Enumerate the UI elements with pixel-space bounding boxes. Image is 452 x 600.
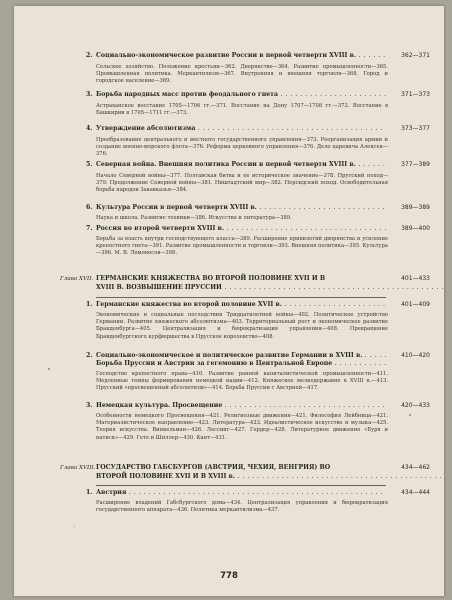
toc-entry: [14, 203, 444, 221]
entry-number: 1.: [86, 301, 93, 308]
chapter-title[interactable]: ГОСУДАРСТВО ГАБСБУРГОВ (АВСТРИЯ, ЧЕХИЯ, ВЕНГРИЯ) ВО: [96, 464, 331, 471]
chapter-label: Глава XVIII.: [60, 465, 96, 471]
toc-entry: [14, 224, 444, 257]
entry-pages: 410—420: [401, 352, 430, 359]
entry-pages: 362—371: [401, 52, 430, 59]
entry-description: Борьба за власть внутри господствующего класса—389. Расширение привилегий дворянства и усиление крепостного гнета—391. Развитие промышленности и торговли—393. Внешняя политика—395. Культура—396. М. В. Ломоносов—398.: [96, 236, 388, 257]
entry-pages: 389—400: [401, 225, 430, 232]
entry-description: Начало Северной войны—377. Полтавская битва и ее историческое значение—378. Прутский поход—379. Продолжение Северной войны—381. Ништадтский мир—382. Персидский поход. Освободительная борьба народов Закавказья—384.: [96, 173, 388, 194]
entry-pages: 389—389: [401, 204, 430, 211]
chapter-title[interactable]: ГЕРМАНСКИЕ КНЯЖЕСТВА ВО ВТОРОЙ ПОЛОВИНЕ XVII И В: [96, 275, 326, 282]
toc-entry: [14, 351, 444, 392]
entry-description: Астраханское восстание 1705—1706 гг.—371. Восстание на Дону 1707—1708 гг.—372. Восстание в Башкирии в 1705—1711 гг.—373.: [96, 103, 388, 117]
toc-entry: [14, 401, 444, 441]
entry-number: 1.: [86, 489, 93, 496]
entry-pages: 401—409: [401, 301, 430, 308]
toc-entry: [14, 488, 444, 514]
entry-pages: 377—389: [401, 161, 430, 168]
entry-description: Наука и школа. Развитие техники—386. Искусство и литература—389.: [96, 215, 292, 221]
entry-description: Экономические и социальные последствия Тридцатилетней войны—402. Политическое устройство Германии. Развитие княжеского абсолютизма—403. Территориальный рост и экономическое развитие Бранденбурга—405. Централизация и бюрократизация управления—408. Превращение Бранденбургского курфюршества в Прусское королевство—408.: [96, 312, 388, 340]
entry-title[interactable]: Культура России в первой четверти XVIII в. . . .: [96, 203, 386, 213]
entry-pages: 434—462: [401, 464, 430, 471]
entry-number: 2.: [86, 352, 93, 359]
entry-number: 2.: [86, 52, 93, 59]
entry-title[interactable]: Утверждение абсолютизма . . .: [96, 124, 386, 134]
table-of-contents: [14, 6, 444, 566]
entry-description: Особенности немецкого Просвещения—421. Религиозные движения—421. Философия Лейбница—421. Материалистическое направление—423. Литература—423. Идеалистическое искусство и музыка—425. Теория искусства. Винкельман—426. Лессинг—427. Гердер—428. Литературное движение «Буря и натиск»—429. Гете и Шиллер—430. Кант—431.: [96, 413, 388, 441]
entry-number: 6.: [86, 204, 93, 211]
entry-description: Преобразование центрального и местного государственного управления—373. Реорганизация армии и создание военно-морского флота—376. Реформа церковного управления—376. Дело царевича Алексея—376.: [96, 137, 388, 158]
divider: [96, 297, 386, 298]
paper-speck: [409, 414, 411, 416]
divider: [96, 485, 386, 486]
entry-title[interactable]: Австрия . . .: [96, 488, 386, 498]
toc-entry: [14, 51, 444, 85]
toc-entry: [14, 90, 444, 117]
chapter-heading: [14, 274, 444, 291]
entry-pages: 401—433: [401, 275, 430, 282]
toc-entry: [14, 160, 444, 194]
toc-entry: [14, 300, 444, 340]
entry-pages: 373—377: [401, 125, 430, 132]
entry-number: 4.: [86, 125, 93, 132]
entry-title[interactable]: Социально-экономическое и политическое развитие Германии в XVIII в. . . .: [96, 351, 386, 361]
chapter-label: Глава XVII.: [60, 276, 94, 282]
entry-pages: 420—433: [401, 402, 430, 409]
entry-number: 7.: [86, 225, 93, 232]
entry-description: Господство крепостного права—410. Развитие ранней капиталистической промышленности—411. Медленные темпы формирования немецкой нации—412. Княжеское мелкодержавие в XVIII в.—413. Прусский «просвещенный абсолютизм»—414. Борьба Пруссии с Австрией—417.: [96, 371, 388, 392]
entry-description: Сельское хозяйство. Положение крестьян—362. Дворянство—364. Развитие промышленности—365. Промышленная политика. Меркантилизм—367. Внутренняя и внешняя торговля—368. Город и городское население—369.: [96, 64, 388, 85]
chapter-heading: [14, 463, 444, 480]
book-page: [14, 6, 444, 596]
entry-number: 5.: [86, 161, 93, 168]
entry-pages: 371—373: [401, 91, 430, 98]
entry-pages: 434—444: [401, 489, 430, 496]
entry-number: 3.: [86, 402, 93, 409]
paper-speck: [48, 368, 50, 370]
entry-title[interactable]: Северная война. Внешняя политика России в первой четверти XVIII в. . . .: [96, 160, 386, 170]
page-number: 778: [220, 571, 238, 581]
entry-title[interactable]: Социально-экономическое развитие России в первой четверти XVIII в. . . .: [96, 51, 386, 61]
entry-description: Расширение владений Габсбургского дома—434. Централизация управления и бюрократизация государственного аппарата—436. Политика меркантилизма—437.: [96, 500, 388, 514]
chapter-title-continued[interactable]: XVIII В. ВОЗВЫШЕНИЕ ПРУССИИ . . .: [96, 283, 366, 293]
paper-speck: [74, 526, 75, 527]
entry-title[interactable]: Россия во второй четверти XVIII в. . . .: [96, 224, 386, 234]
toc-entry: [14, 124, 444, 158]
entry-title[interactable]: Борьба народных масс против феодального гнета . . .: [96, 90, 386, 100]
entry-title[interactable]: Немецкая культура. Просвещение . . .: [96, 401, 386, 411]
chapter-title-continued[interactable]: ВТОРОЙ ПОЛОВИНЕ XVII И В XVIII в. . . .: [96, 472, 366, 482]
entry-title-continued[interactable]: Борьба Пруссии и Австрии за гегемонию в Центральной Европе . . .: [96, 359, 386, 369]
entry-title[interactable]: Германские княжества во второй половине XVII в. . . .: [96, 300, 386, 310]
entry-number: 3.: [86, 91, 93, 98]
